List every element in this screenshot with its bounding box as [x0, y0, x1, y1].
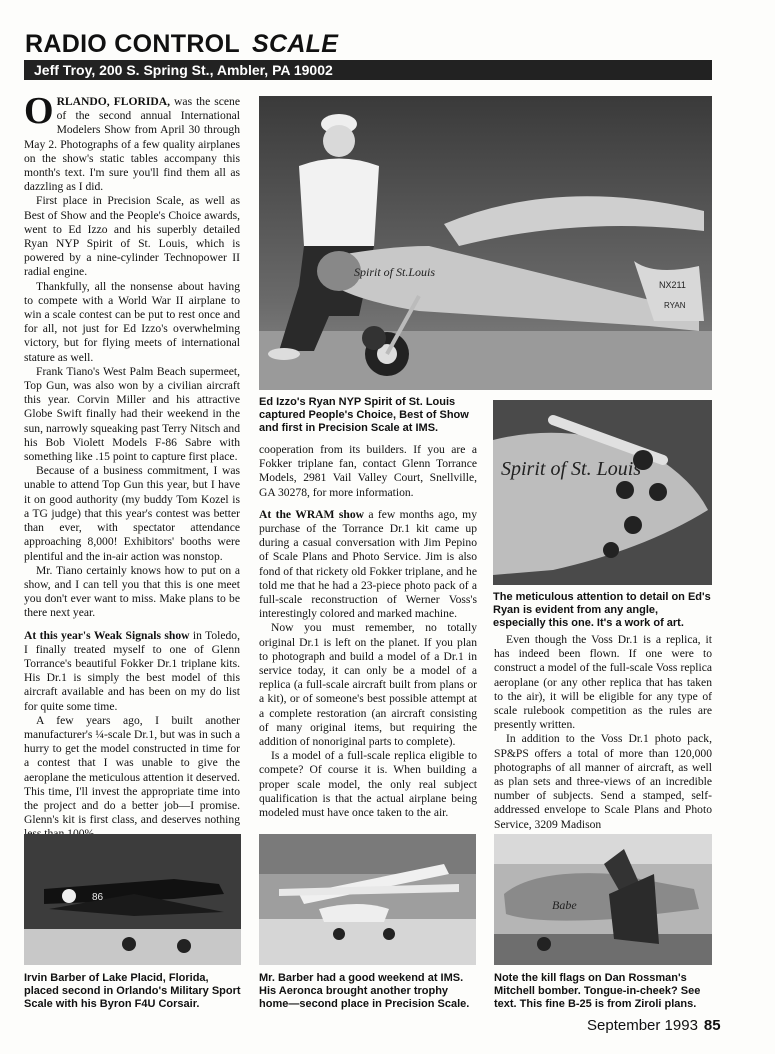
paragraph-intro	[24, 90, 240, 194]
corsair-photo-art	[24, 834, 241, 965]
photo-corsair	[24, 834, 241, 965]
tail-registration: NX211	[659, 280, 686, 290]
column-3	[494, 633, 712, 832]
paragraph: Now you must remember, no totally original Dr.1 is left on the planet. If you plan to photograph and build a model of a Dr.1 in service today, it can only be a model of a replica (a full-scale aircraft built from plans or a kit), or of someone's best possible attempt at a complete restoration (an aircraft consisting of many original items, but requiring the addition of nonoriginal parts to complete).	[259, 621, 477, 749]
photo-b25	[494, 834, 712, 965]
ground	[259, 331, 712, 390]
detail-lettering: Spirit of St. Louis	[501, 458, 642, 480]
paragraph: Mr. Tiano certainly knows how to put on a show, and I can tell you that this is one meet you don't ever want to miss. Make plans to be there next year.	[24, 563, 240, 620]
page-number: 85	[703, 1017, 721, 1034]
issue-date: September 1993	[587, 1017, 698, 1034]
dateline: RLANDO, FLORIDA,	[56, 95, 171, 108]
photo-ryan-spirit	[259, 96, 712, 390]
fuselage-lettering: Spirit of St.Louis	[354, 265, 436, 279]
drop-cap: O	[24, 90, 54, 132]
caption-ryan: Ed Izzo's Ryan NYP Spirit of St. Louis captured People's Choice, Best of Show and first in Precision Scale at IMS.	[259, 396, 469, 434]
paragraph: First place in Precision Scale, as well as Best of Show and the People's Choice awards, went to Ed Izzo and his superbly detailed Ryan NYP Spirit of St. Louis, which is powered by a nine-cylinder Technopower II radial engine.	[24, 194, 240, 279]
section-lead: At the WRAM show	[259, 507, 365, 521]
paragraph: In addition to the Voss Dr.1 photo pack, SP&PS offers a total of more than 120,000 photographs of all manner of aircraft, as well as plan sets and three-views of an incredible number of subjects. Send a stamped, self-addressed envelope to Scale Plans and Photo Service, 3209 Madison	[494, 732, 712, 831]
title-main: RADIO CONTROL	[25, 30, 240, 58]
column-1	[24, 90, 240, 842]
caption-b25: Note the kill flags on Dan Rossman's Mitchell bomber. Tongue-in-cheek? See text. This fine B-25 is from Ziroli plans.	[494, 972, 701, 1010]
ryan-photo-art	[259, 96, 712, 390]
paragraph-weak-signals	[24, 629, 240, 714]
intro-text: was the scene of the second annual International Modelers Show from April 30 through May 2. Photographs of a few quality airplanes on the show's static tables accompany this month's text. I'm sure you'll find them all as dazzling as I did.	[24, 95, 240, 194]
paragraph: Is a model of a full-scale replica eligible to compete? Of course it is. When building a proper scale model, the only real subject qualification is that the actual airplane being modeled must have once taken to the air.	[259, 749, 477, 820]
column-2	[259, 443, 477, 820]
caption-detail: The meticulous attention to detail on Ed's Ryan is evident from any angle, especially this one. It's a work of art.	[493, 591, 711, 629]
page-title	[25, 30, 338, 59]
caption-corsair: Irvin Barber of Lake Placid, Florida, placed second in Orlando's Military Sport Scale with his Byron F4U Corsair.	[24, 972, 241, 1010]
b25-nose-art: Babe	[552, 898, 577, 912]
paragraph: Even though the Voss Dr.1 is a replica, it has indeed been flown. If one were to construct a model of the full-scale Voss replica aeroplane (or any other replica that has taken to the air), it will be eligible for any type of scale rulebook competition as the rules are presently written.	[494, 633, 712, 732]
paragraph: cooperation from its builders. If you are a Fokker triplane fan, contact Glenn Torrance Models, 2981 Vail Valley Court, Snellville, GA 30278, for more information.	[259, 443, 477, 499]
paragraph-text: in Toledo, I finally treated myself to one of Glenn Torrance's beautiful Fokker Dr.1 triplane kits. His Dr.1 is simply the best model of this aircraft available and has been on my do list for quite some time.	[24, 628, 240, 713]
caption-aeronca: Mr. Barber had a good weekend at IMS. His Aeronca brought another trophy home—second place in Precision Scale.	[259, 972, 470, 1010]
star-insignia	[62, 889, 76, 903]
paragraph: A few years ago, I built another manufacturer's ¼-scale Dr.1, but was in such a hurry to get the model constructed in time for a contest that I was unable to give the aeroplane the meticulous attention it deserved. This time, I'll invest the appropriate time into the project and do a better job—I promise. Glenn's kit is first class, and deserves nothing	[24, 713, 240, 827]
title-scale: SCALE	[252, 30, 339, 58]
paragraph-wram	[259, 508, 477, 622]
corsair-number: 86	[92, 892, 104, 903]
paragraph: Thankfully, all the nonsense about having to compete with a World War II airplane to win a scale contest can be put to rest once and for all, not just for Ed Izzo's overwhelming victory, but for flying meets of international stature as well.	[24, 279, 240, 364]
paragraph: Because of a business commitment, I was unable to attend Top Gun this year, but I have it on good authority (my buddy Tom Kozel is a TG judge) that this year's contest was better than ever, with spectator attendance approaching 8,000! Exhibitors' booths were plentiful and the in-air action was nonstop.	[24, 464, 240, 563]
photo-aeronca	[259, 834, 476, 965]
detail-photo-art	[493, 400, 712, 585]
paragraph: Frank Tiano's West Palm Beach supermeet, Top Gun, was also won by a civilian aircraft this year. Corvin Miller and his attractive Globe Swift finally had their weekend in the sun, narrowly squeaking past Terry Nitsch and his Bob Violett Models F-86 Sabre with something like .15 point to capture first place.	[24, 364, 240, 464]
page-footer	[587, 1017, 721, 1034]
tail-name: RYAN	[664, 301, 686, 310]
byline: Jeff Troy, 200 S. Spring St., Ambler, PA 19002	[34, 62, 333, 78]
photo-ryan-detail	[493, 400, 712, 585]
aeronca-photo-art	[259, 834, 476, 965]
b25-photo-art	[494, 834, 712, 965]
paragraph-text: a few months ago, my purchase of the Torrance Dr.1 kit came up during a casual conversation with Jim Pepino of Scale Plans and Photo Service. Jim is also fond of that rickety old Fokker triplane, and he told me that he had a 23-piece photo pack of a full-scale reconstruction of Werner Voss's interestingly colored and marked machine.	[259, 507, 477, 621]
section-lead: At this year's Weak Signals show	[24, 628, 190, 642]
